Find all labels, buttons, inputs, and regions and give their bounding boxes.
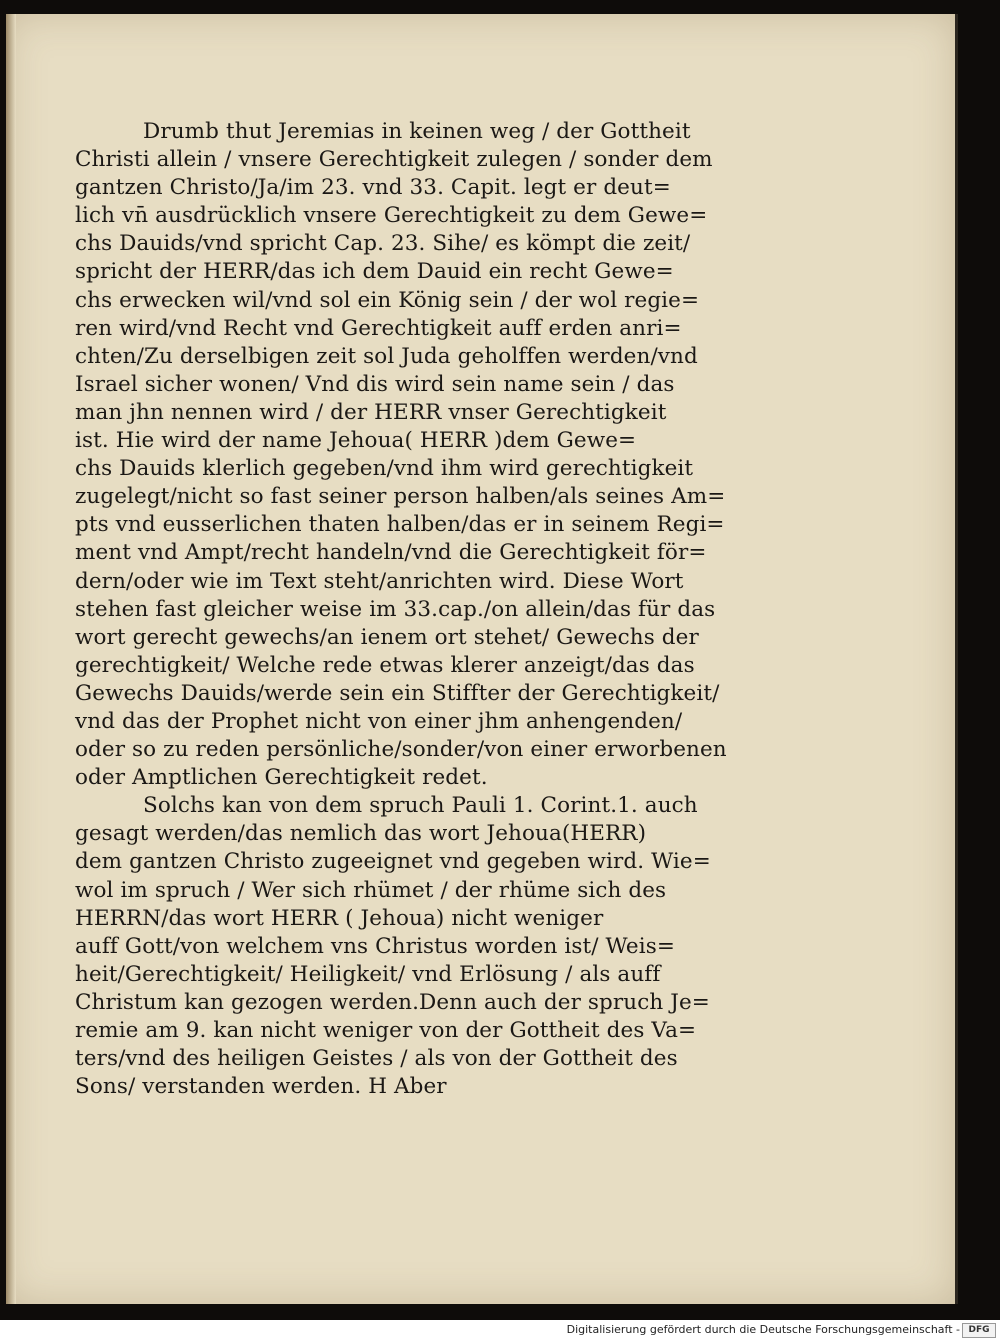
text-line: remie am 9. kan nicht weniger von der Gottheit des Va= [75, 1018, 697, 1043]
text-line: gesagt werden/das nemlich das wort Jehoua(HERR) [75, 821, 647, 847]
text-line: vnd das der Prophet nicht von einer jhm anhengenden/ [75, 708, 683, 734]
text-line: man jhn nennen wird / der HERR vnser Gerechtigkeit [75, 399, 667, 425]
text-line: dem gantzen Christo zugeeignet vnd gegeben wird. Wie= [75, 849, 711, 875]
body-text [75, 118, 727, 1101]
text-line: dern/oder wie im Text steht/anrichten wird. Diese Wort [75, 568, 684, 594]
text-line: spricht der HERR/das ich dem Dauid ein recht Gewe= [75, 259, 674, 285]
text-line: chs Dauids/vnd spricht Cap. 23. Sihe/ es kömpt die zeit/ [75, 231, 691, 257]
text-line: chten/Zu derselbigen zeit sol Juda geholffen werden/vnd [75, 343, 698, 369]
text-line: stehen fast gleicher weise im 33.cap./on allein/das für das [75, 596, 716, 622]
page-edge [6, 14, 16, 1304]
text-line: HERRN/das wort HERR ( Jehoua) nicht weniger [75, 905, 604, 931]
footer-bar [0, 1320, 1000, 1340]
text-line: heit/Gerechtigkeit/ Heiligkeit/ vnd Erlösung / als auff [75, 961, 661, 987]
text-line: auff Gott/von welchem vns Christus worden ist/ Weis= [75, 933, 675, 959]
text-line: lich vn̄ ausdrücklich vnsere Gerechtigkeit zu dem Gewe= [75, 203, 708, 229]
text-line: Sons/ verstanden werden. H Aber [75, 1074, 447, 1100]
text-line: ist. Hie wird der name Jehoua( HERR )dem Gewe= [75, 428, 637, 454]
text-line: Drumb thut Jeremias in keinen weg / der Gottheit [143, 119, 691, 144]
text-line: ters/vnd des heiligen Geistes / als von der Gottheit des [75, 1046, 678, 1072]
text-line: pts vnd eusserlichen thaten halben/das er in seinem Regi= [75, 512, 725, 538]
text-line: oder Amptlichen Gerechtigkeit redet. [75, 765, 488, 791]
text-line: wort gerecht gewechs/an ienem ort stehet/ Gewechs der [75, 624, 699, 650]
text-line: gantzen Christo/Ja/im 23. vnd 33. Capit. legt er deut= [75, 175, 671, 201]
funding-credit: Digitalisierung gefördert durch die Deutsche Forschungsgemeinschaft - [566, 1323, 960, 1336]
text-line: ment vnd Ampt/recht handeln/vnd die Gerechtigkeit för= [75, 540, 707, 566]
text-line: chs Dauids klerlich gegeben/vnd ihm wird gerechtigkeit [75, 456, 694, 482]
text-line: wol im spruch / Wer sich rhümet / der rhüme sich des [75, 877, 667, 903]
text-line: oder so zu reden persönliche/sonder/von einer erworbenen [75, 737, 727, 763]
text-line: Gewechs Dauids/werde sein ein Stiffter der Gerechtigkeit/ [75, 680, 720, 706]
dfg-logo: DFG [962, 1323, 996, 1338]
text-line: Christum kan gezogen werden.Denn auch der spruch Je= [75, 989, 710, 1015]
text-line: Israel sicher wonen/ Vnd dis wird sein name sein / das [75, 371, 675, 397]
text-line: ren wird/vnd Recht vnd Gerechtigkeit auff erden anri= [75, 315, 682, 341]
text-line: Solchs kan von dem spruch Pauli 1. Corint.1. auch [143, 793, 698, 819]
text-line: Christi allein / vnsere Gerechtigkeit zulegen / sonder dem [75, 147, 713, 173]
text-line: gerechtigkeit/ Welche rede etwas klerer anzeigt/das das [75, 652, 695, 678]
text-line: chs erwecken wil/vnd sol ein König sein / der wol regie= [75, 287, 700, 313]
text-line: zugelegt/nicht so fast seiner person halben/als seines Am= [75, 484, 726, 510]
